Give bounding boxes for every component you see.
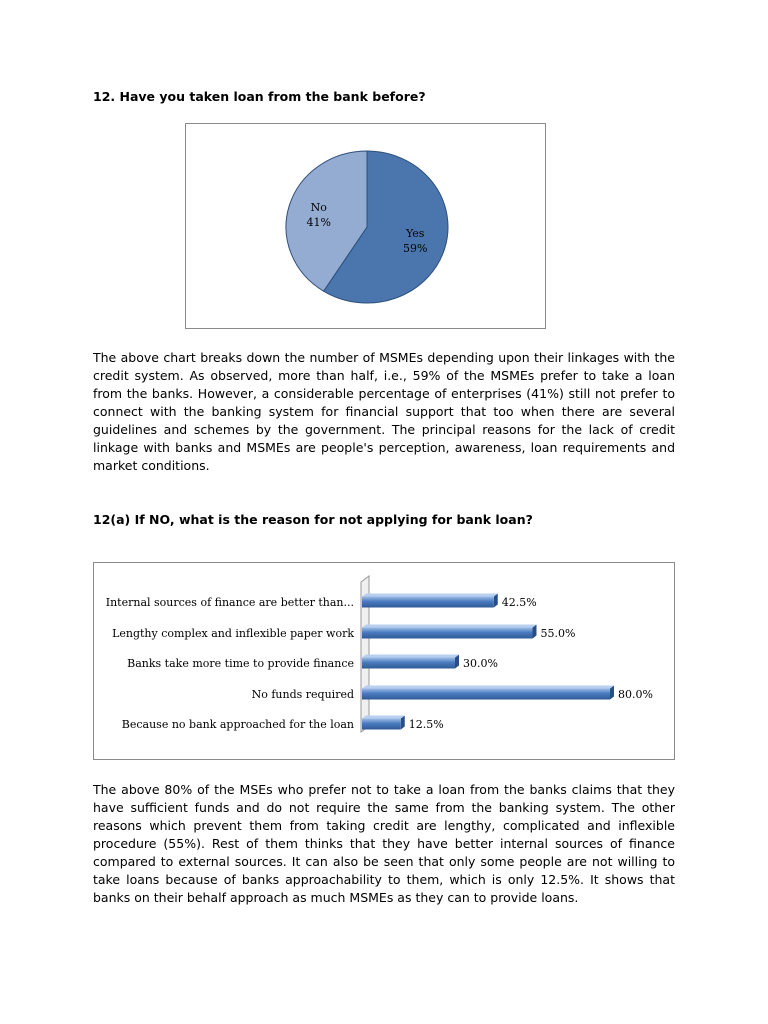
bar	[362, 719, 401, 730]
bar-top	[362, 686, 614, 689]
bar	[362, 628, 533, 639]
bar-value-label: 55.0%	[540, 627, 576, 640]
pie-label-no-value: 41%	[306, 215, 332, 229]
bar-top	[362, 594, 498, 597]
bar	[362, 597, 494, 608]
bar-value-label: 42.5%	[501, 596, 537, 609]
bar-top	[362, 716, 405, 719]
bar-chart	[94, 563, 674, 759]
bar-top	[362, 655, 459, 658]
question-12a-paragraph: The above 80% of the MSEs who prefer not to take a loan from the banks claims that they have sufficient funds and do not require the same from the banking system. The other reasons which prevent them from taking credit are lengthy, complicated and inflexible procedure (55%). Rest of them thinks that they have better internal sources of finance compared to external sources. It can also be seen that only some people are not willing to take loans because of banks approachability to them, which is only 12.5%. It shows that banks on their behalf approach as much MSMEs as they can to provide loans.	[93, 782, 675, 905]
pie-label-yes-value: 59%	[402, 242, 428, 256]
bar-value-label: 30.0%	[463, 657, 498, 670]
pie-label-yes-category: Yes	[405, 227, 425, 241]
pie-label-no-category: No	[310, 200, 327, 214]
bar-top	[362, 625, 537, 628]
bar-value-label: 80.0%	[618, 688, 653, 701]
bar-category-label: Because no bank approached for the loan	[121, 718, 354, 731]
bar-category-label: Banks take more time to provide finance	[127, 657, 354, 670]
pie-chart	[186, 124, 545, 328]
bar	[362, 689, 610, 700]
question-12a-heading: 12(a) If NO, what is the reason for not applying for bank loan?	[93, 512, 533, 527]
question-12-paragraph: The above chart breaks down the number of MSMEs depending upon their linkages with the credit system. As observed, more than half, i.e., 59% of the MSMEs prefer to take a loan from the banks. However, a considerable percentage of enterprises (41%) still not prefer to connect with the banking system for financial support that too when there are several guidelines and schemes by the government. The principal reasons for the lack of credit linkage with banks and MSMEs are people's perception, awareness, loan requirements and market conditions.	[93, 350, 675, 473]
bar-category-label: No funds required	[251, 688, 354, 701]
pie-chart-frame	[185, 123, 546, 329]
bar-chart-frame	[93, 562, 675, 760]
bar-value-label: 12.5%	[408, 718, 444, 731]
bar-category-label: Internal sources of finance are better than...	[105, 596, 354, 609]
question-12-heading: 12. Have you taken loan from the bank before?	[93, 89, 426, 104]
bar-category-label: Lengthy complex and inflexible paper work	[112, 627, 354, 640]
bar	[362, 658, 455, 669]
